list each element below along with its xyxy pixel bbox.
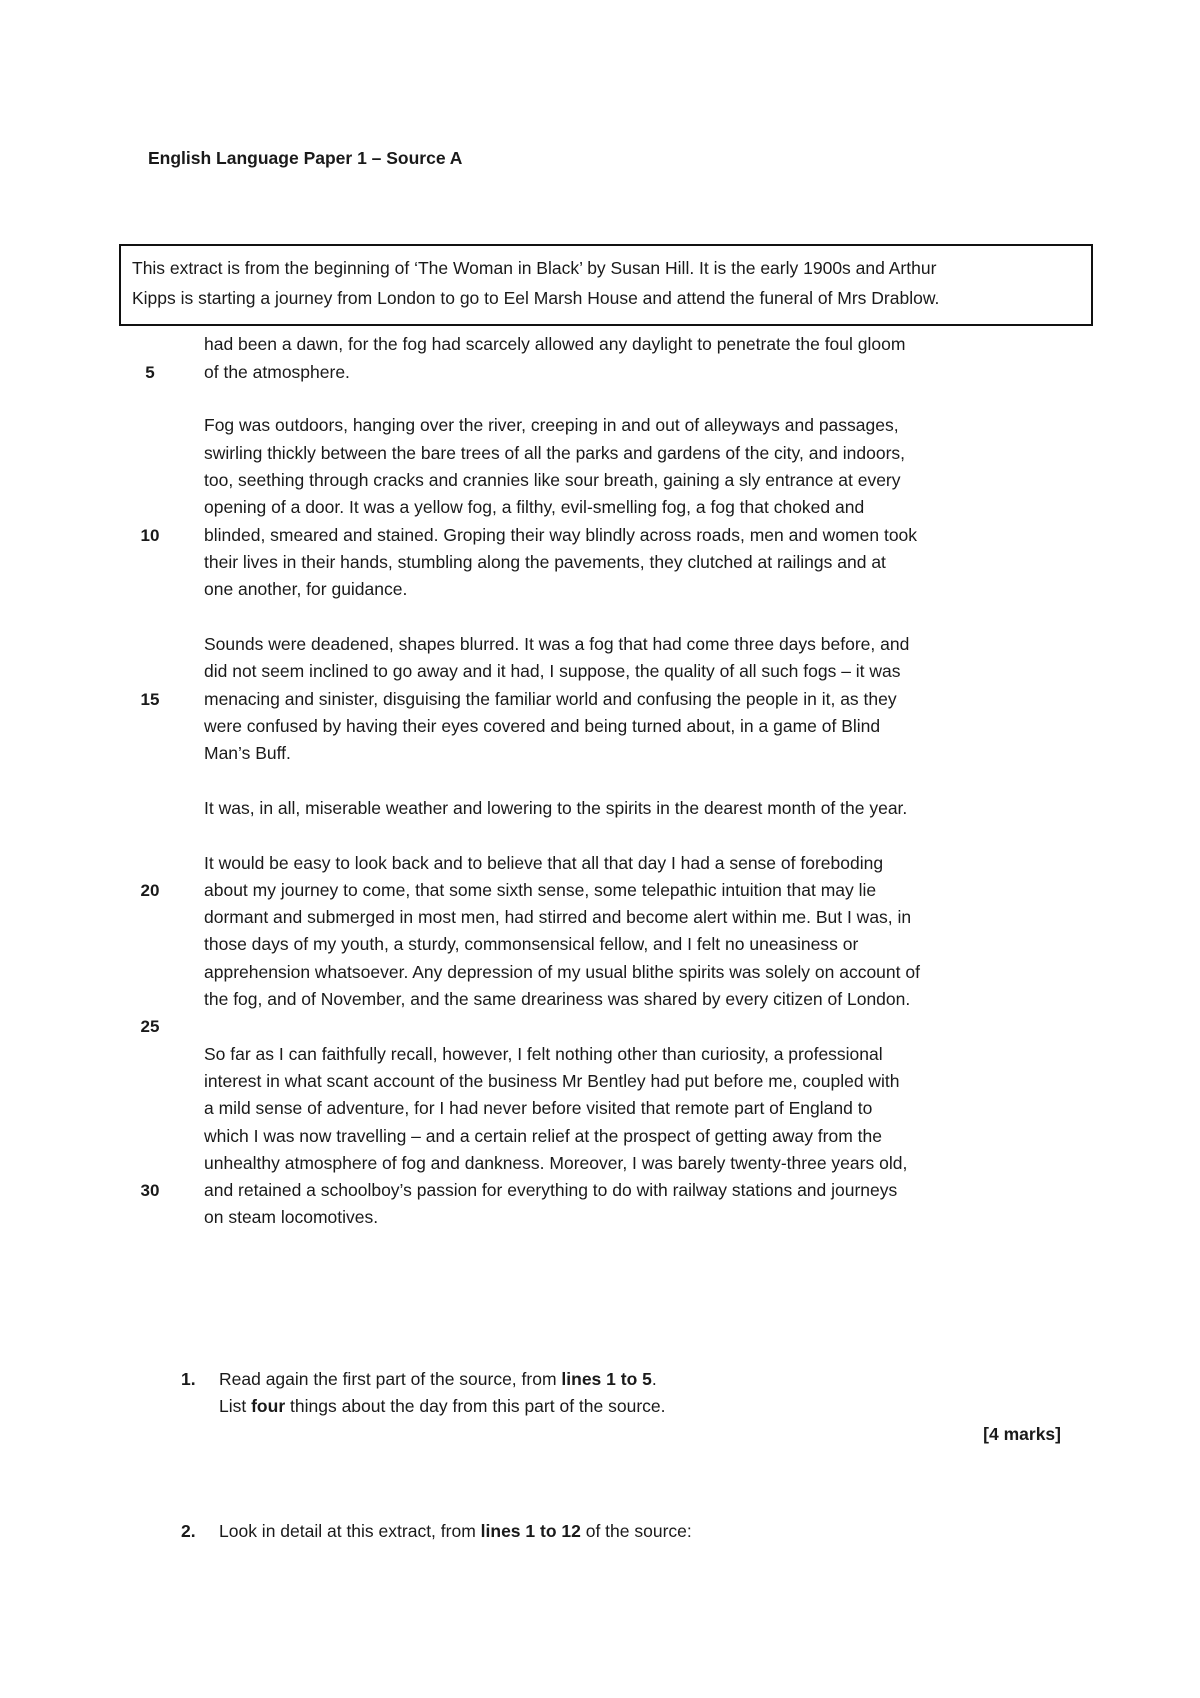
text-line: those days of my youth, a sturdy, commonsensical fellow, and I felt no uneasiness or [204, 934, 859, 954]
text-line: It would be easy to look back and to believe that all that day I had a sense of foreboding [204, 853, 884, 873]
question-1-line-2: List four things about the day from this part of the source. [219, 1396, 666, 1416]
intro-line: Kipps is starting a journey from London to go to Eel Marsh House and attend the funeral of Mrs Drablow. [132, 288, 940, 308]
line-number: 10 [140, 526, 160, 545]
question-2-number: 2. [181, 1521, 196, 1541]
text-line: a mild sense of adventure, for I had never before visited that remote part of England to [204, 1098, 873, 1118]
text-line: which I was now travelling – and a certain relief at the prospect of getting away from the [204, 1126, 882, 1146]
line-number: 25 [140, 1017, 160, 1036]
question-2-line-1: Look in detail at this extract, from lines 1 to 12 of the source: [219, 1521, 692, 1541]
text-line: So far as I can faithfully recall, however, I felt nothing other than curiosity, a professional [204, 1044, 883, 1064]
text-line: their lives in their hands, stumbling along the pavements, they clutched at railings and at [204, 552, 886, 572]
text-line: Man’s Buff. [204, 743, 291, 763]
text-line: Fog was outdoors, hanging over the river, creeping in and out of alleyways and passages, [204, 415, 899, 435]
line-number: 5 [145, 363, 155, 382]
text-line: too, seething through cracks and crannies like sour breath, gaining a sly entrance at every [204, 470, 901, 490]
text-line: did not seem inclined to go away and it had, I suppose, the quality of all such fogs – it was [204, 661, 901, 681]
text-line: unhealthy atmosphere of fog and dankness. Moreover, I was barely twenty-three years old, [204, 1153, 908, 1173]
question-1-marks: [4 marks] [983, 1424, 1061, 1444]
text-line: Sounds were deadened, shapes blurred. It was a fog that had come three days before, and [204, 634, 910, 654]
text-line: had been a dawn, for the fog had scarcely allowed any daylight to penetrate the foul gloom [204, 334, 906, 354]
text-line: opening of a door. It was a yellow fog, a filthy, evil-smelling fog, a fog that choked and [204, 497, 865, 517]
intro-line: This extract is from the beginning of ‘The Woman in Black’ by Susan Hill. It is the early 1900s and Arthur [132, 258, 937, 278]
text-line: swirling thickly between the bare trees of all the parks and gardens of the city, and indoors, [204, 443, 906, 463]
text-line: interest in what scant account of the business Mr Bentley had put before me, coupled with [204, 1071, 900, 1091]
question-1-line-1: Read again the first part of the source, from lines 1 to 5. [219, 1369, 657, 1389]
text-line: and retained a schoolboy’s passion for everything to do with railway stations and journeys [204, 1180, 898, 1200]
text-line: apprehension whatsoever. Any depression of my usual blithe spirits was solely on account of [204, 962, 920, 982]
line-number: 15 [140, 690, 160, 709]
page-title: English Language Paper 1 – Source A [148, 148, 463, 168]
text-line: about my journey to come, that some sixth sense, some telepathic intuition that may lie [204, 880, 877, 900]
text-line: blinded, smeared and stained. Groping their way blindly across roads, men and women took [204, 525, 918, 545]
text-line: It was, in all, miserable weather and lowering to the spirits in the dearest month of the year. [204, 798, 908, 818]
text-line: menacing and sinister, disguising the familiar world and confusing the people in it, as they [204, 689, 897, 709]
question-1-number: 1. [181, 1369, 196, 1389]
text-line: of the atmosphere. [204, 362, 350, 382]
text-line: one another, for guidance. [204, 579, 408, 599]
text-line: were confused by having their eyes covered and being turned about, in a game of Blind [204, 716, 881, 736]
text-line: the fog, and of November, and the same dreariness was shared by every citizen of London. [204, 989, 911, 1009]
line-number: 30 [140, 1181, 160, 1200]
text-line: on steam locomotives. [204, 1207, 379, 1227]
intro-box [119, 244, 1093, 326]
text-line: dormant and submerged in most men, had stirred and become alert within me. But I was, in [204, 907, 912, 927]
line-number: 20 [140, 881, 160, 900]
